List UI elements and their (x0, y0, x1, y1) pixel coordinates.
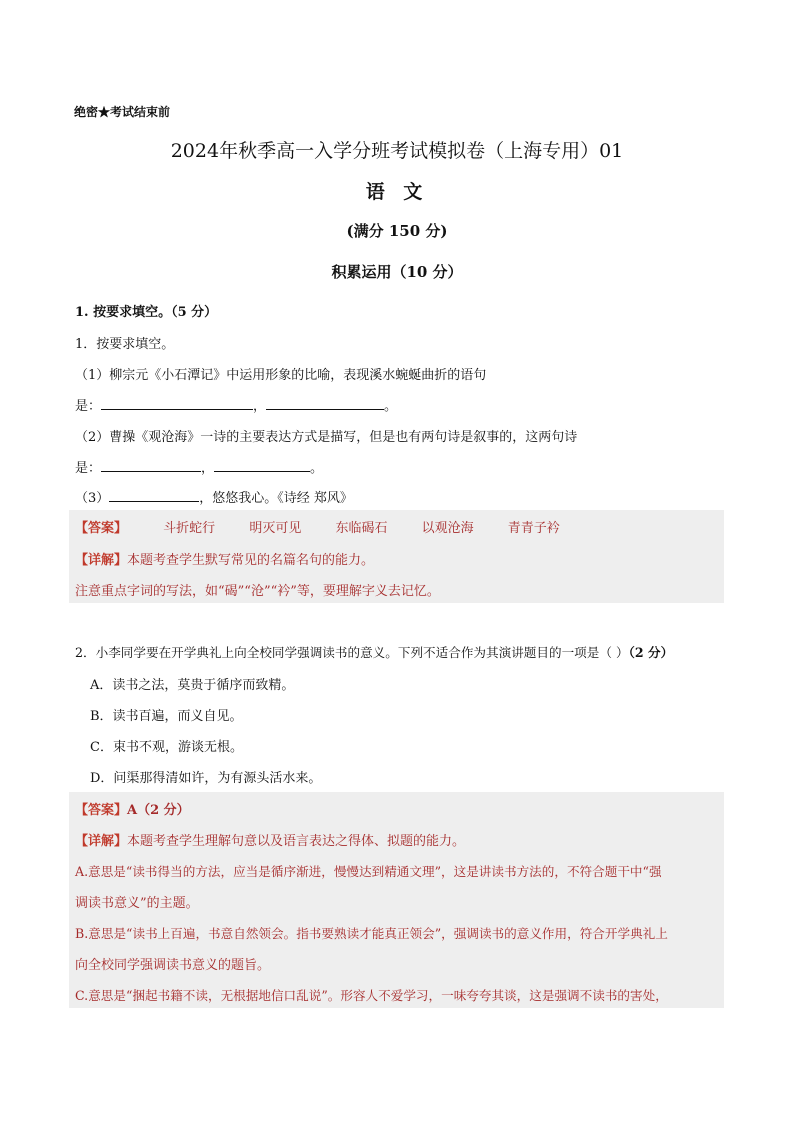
answer-item: 以观沧海 (421, 521, 474, 536)
separator: ， (253, 399, 267, 414)
fill-blank[interactable] (101, 397, 253, 410)
fill-blank[interactable] (109, 489, 199, 502)
q2-option-b: B．读书百遍，而义自见。 (90, 709, 243, 724)
q1-part2: （2）曹操《观沧海》一诗的主要表达方式是描写，但是也有两句诗是叙事的，这两句诗 (75, 430, 578, 445)
q2-explain-b-1: B.意思是“读书上百遍，书意自然领会。指书要熟读才能真正领会”，强调读书的意义作用，符合开学典礼上 (75, 926, 668, 941)
answer-item: 明灭可见 (249, 521, 302, 536)
q2-explain-b-2: 向全校同学强调读书意义的题旨。 (75, 958, 271, 973)
q2-explain-a-1: A.意思是“读书得当的方法，应当是循序渐进，慢慢达到精通文理”，这是讲读书方法的，不符合题干中“强 (75, 864, 662, 879)
separator: ， (201, 461, 215, 476)
q1-part3-suffix: ，悠悠我心。《诗经 郑风》 (199, 491, 353, 506)
q1-part2-prefix: 是： (75, 461, 102, 476)
q2-option-a: A．读书之法，莫贵于循序而致精。 (90, 678, 295, 693)
period: 。 (310, 461, 324, 476)
fill-blank[interactable] (266, 397, 384, 410)
detail-tag: 【详解】 (75, 553, 128, 568)
subject-title: 语 文 (365, 181, 429, 203)
answer-item: 青青子衿 (507, 521, 560, 536)
detail-text: 本题考查学生默写常见的名篇名句的能力。 (127, 553, 375, 568)
q1-part2-blanks (75, 457, 323, 476)
q2-detail-row (75, 830, 465, 849)
q2-answer-row (75, 799, 190, 818)
answer-tag: 【答案】 (75, 803, 128, 818)
q1-heading: 1. 按要求填空。（5 分） (75, 305, 218, 320)
q1-answer-row (75, 517, 560, 536)
q1-detail-row (75, 549, 374, 568)
answer-item: 斗折蛇行 (163, 521, 216, 536)
confidential-label: 绝密★考试结束前 (74, 105, 171, 119)
exam-title: 2024年秋季高一入学分班考试模拟卷（上海专用）01 (170, 140, 624, 162)
answer-item: 东临碣石 (335, 521, 388, 536)
q1-intro: 1．按要求填空。 (75, 337, 175, 352)
full-score: (满分 150 分) (346, 222, 448, 240)
q2-option-c: C．束书不观，游谈无根。 (90, 740, 243, 755)
q1-part1-blanks (75, 395, 397, 414)
fill-blank[interactable] (101, 459, 201, 472)
section-heading: 积累运用（10 分） (331, 263, 463, 281)
q1-note: 注意重点字词的写法，如“碣”“沧”“衿”等，要理解字义去记忆。 (75, 584, 440, 599)
detail-tag: 【详解】 (75, 834, 128, 849)
answer-text: A（2 分） (127, 803, 190, 818)
answer-tag: 【答案】 (75, 521, 128, 536)
q2-stem-text: 2．小李同学要在开学典礼上向全校同学强调读书的意义。下列不适合作为其演讲题目的一项是（ ） (75, 645, 629, 660)
q2-explain-a-2: 调读书意义”的主题。 (75, 896, 199, 911)
q2-option-d: D．问渠那得清如许，为有源头活水来。 (90, 771, 322, 786)
q1-part1-prefix: 是： (75, 399, 102, 414)
fill-blank[interactable] (214, 459, 310, 472)
detail-text: 本题考查学生理解句意以及语言表达之得体、拟题的能力。 (127, 834, 466, 849)
q2-explain-c-1: C.意思是“捆起书籍不读，无根据地信口乱说”。形容人不爱学习，一味夸夸其谈，这是强调不读书的害处， (75, 988, 668, 1003)
q1-part3 (75, 487, 353, 506)
q1-part1: （1）柳宗元《小石潭记》中运用形象的比喻，表现溪水蜿蜒曲折的语句 (75, 368, 487, 383)
q2-stem (75, 642, 673, 661)
q2-score: （2 分） (628, 645, 674, 660)
period: 。 (384, 399, 398, 414)
q1-part3-prefix: （3） (75, 491, 110, 506)
